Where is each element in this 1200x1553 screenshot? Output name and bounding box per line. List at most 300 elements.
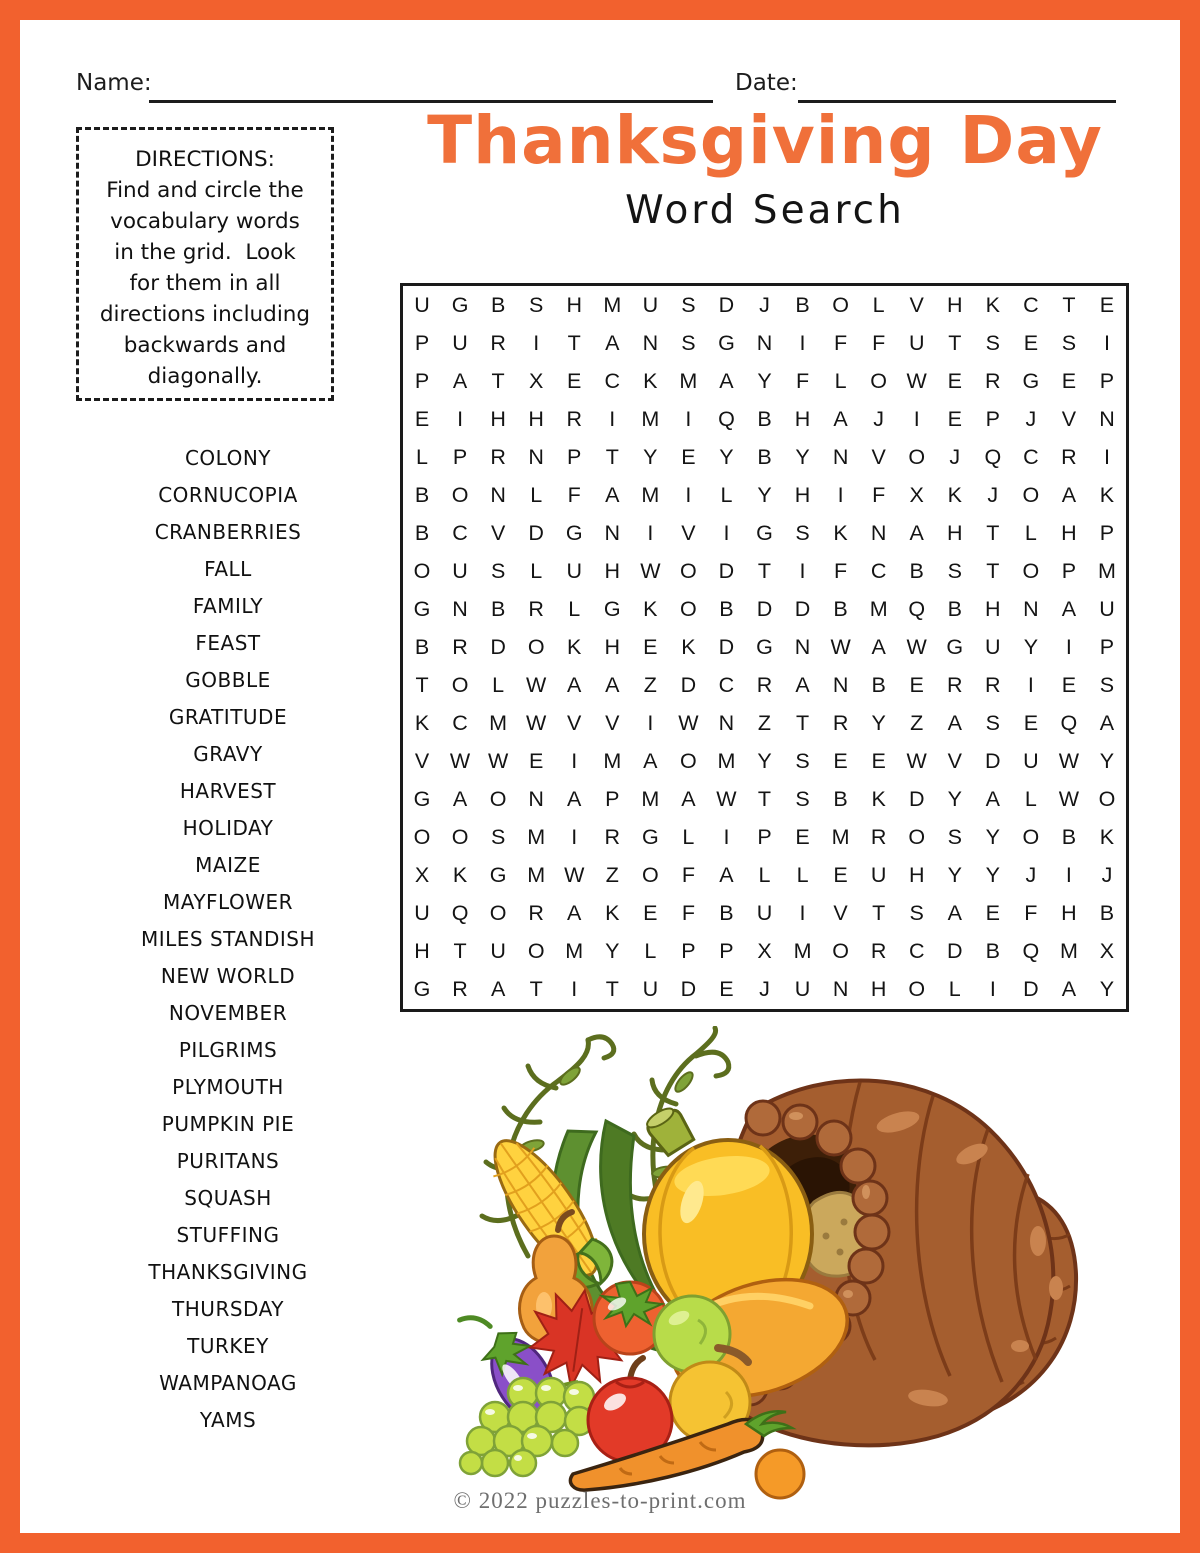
grid-cell: N: [1023, 596, 1039, 621]
grid-cell: G: [565, 520, 583, 545]
grid-cell: G: [718, 330, 735, 355]
grid-cell: T: [605, 977, 619, 1002]
grid-cell: U: [1023, 749, 1039, 774]
grid-cell: B: [719, 901, 734, 926]
grid-cell: S: [795, 749, 810, 774]
grid-cell: K: [567, 634, 582, 659]
grid-cell: C: [604, 368, 621, 393]
grid-cell: E: [643, 901, 658, 926]
grid-cell: D: [528, 520, 544, 545]
grid-cell: F: [1024, 901, 1038, 926]
grid-cell: I: [685, 482, 692, 507]
word-list-item: THANKSGIVING: [148, 1260, 308, 1284]
grid-cell: O: [908, 825, 926, 850]
grid-cell: B: [833, 787, 848, 812]
grid-cell: Y: [757, 749, 772, 774]
grid-cell: O: [641, 863, 659, 888]
grid-cell: U: [414, 901, 430, 926]
grid-cell: I: [533, 330, 540, 355]
grid-cell: H: [528, 406, 544, 431]
grid-cell: A: [567, 787, 582, 812]
grid-cell: O: [527, 939, 545, 964]
grid-cell: L: [530, 558, 543, 583]
grid-cell: Y: [643, 444, 658, 469]
grid-cell: I: [1065, 863, 1072, 888]
grid-cell: D: [490, 634, 506, 659]
word-list-item: THURSDAY: [172, 1297, 284, 1321]
grid-cell: M: [641, 482, 660, 507]
directions-line: for them in all: [129, 271, 281, 296]
grid-cell: O: [680, 596, 697, 621]
grid-cell: G: [603, 596, 621, 621]
grid-cell: E: [529, 749, 544, 774]
grid-cell: M: [603, 749, 622, 774]
grid-cell: O: [451, 673, 469, 698]
grid-cell: S: [529, 292, 544, 317]
grid-cell: H: [870, 977, 887, 1002]
grid-cell: Y: [719, 444, 734, 469]
grid-cell: I: [799, 330, 806, 355]
grid-cell: O: [832, 292, 849, 317]
grid-cell: T: [529, 977, 543, 1002]
grid-cell: I: [799, 558, 806, 583]
grid-cell: R: [490, 444, 506, 469]
grid-cell: F: [834, 330, 848, 355]
grid-cell: G: [946, 634, 964, 659]
grid-cell: E: [1099, 292, 1115, 317]
grid-cell: U: [794, 977, 811, 1002]
grid-cell: A: [605, 482, 620, 507]
grid-cell: K: [643, 368, 658, 393]
grid-cell: I: [647, 520, 654, 545]
grid-cell: U: [1099, 596, 1115, 621]
grid-cell: I: [1103, 330, 1110, 355]
grid-cell: O: [413, 825, 431, 850]
grid-cell: K: [643, 596, 658, 621]
grid-cell: Y: [1023, 634, 1039, 659]
grid-cell: U: [756, 901, 773, 926]
grid-cell: P: [1099, 368, 1115, 393]
grid-cell: B: [1099, 901, 1115, 926]
word-list-item: YAMS: [199, 1408, 257, 1432]
grid-cell: V: [1061, 406, 1077, 431]
grid-cell: Q: [718, 406, 735, 431]
grid-cell: K: [871, 787, 886, 812]
grid-cell: F: [872, 330, 886, 355]
directions-line: in the grid. Look: [114, 240, 296, 265]
grid-cell: O: [1022, 558, 1040, 583]
grid-cell: D: [1023, 977, 1039, 1002]
grid-cell: E: [871, 749, 886, 774]
grid-cell: B: [871, 673, 886, 698]
grid-cell: K: [947, 482, 962, 507]
grid-cell: M: [831, 825, 850, 850]
grid-cell: B: [757, 444, 772, 469]
grid-cell: E: [985, 901, 1000, 926]
grid-cell: L: [720, 482, 733, 507]
grid-cell: M: [603, 292, 622, 317]
cornucopia-svg: [428, 1026, 1112, 1500]
grid-cell: O: [680, 558, 697, 583]
grid-cell: W: [640, 558, 661, 583]
grid-cell: A: [681, 787, 696, 812]
grid-cell: D: [718, 558, 735, 583]
grid-cell: V: [567, 711, 582, 736]
grid-cell: U: [452, 330, 468, 355]
grid-cell: E: [719, 977, 734, 1002]
grid-cell: G: [756, 520, 773, 545]
grid-cell: N: [604, 520, 621, 545]
grid-cell: W: [716, 787, 737, 812]
grid-cell: D: [985, 749, 1001, 774]
grid-cell: J: [759, 977, 770, 1002]
grid-cell: W: [906, 634, 927, 659]
grid-cell: E: [947, 406, 962, 431]
puzzle-grid: [400, 283, 1129, 1012]
word-list-item: GRAVY: [193, 742, 263, 766]
grid-cell: G: [413, 787, 431, 812]
directions-line: directions including: [99, 302, 311, 327]
grid-cell: A: [909, 520, 924, 545]
grid-cell: H: [1061, 901, 1077, 926]
grid-cell: U: [870, 863, 887, 888]
grid-cell: O: [451, 482, 469, 507]
grid-cell: H: [908, 863, 925, 888]
grid-cell: L: [834, 368, 847, 393]
word-list-item: PLYMOUTH: [172, 1075, 284, 1099]
grid-cell: R: [490, 330, 506, 355]
grid-cell: E: [1023, 330, 1039, 355]
grid-cell: U: [452, 558, 468, 583]
grid-cell: P: [414, 330, 430, 355]
grid-cell: N: [832, 673, 849, 698]
grid-cell: A: [643, 749, 658, 774]
grid-cell: Z: [757, 711, 772, 736]
grid-cell: N: [756, 330, 773, 355]
grid-cell: O: [527, 634, 545, 659]
grid-cell: U: [908, 330, 925, 355]
grid-cell: D: [680, 977, 697, 1002]
grid-cell: A: [947, 711, 962, 736]
directions-line: backwards and: [123, 333, 287, 358]
grid-cell: F: [872, 482, 886, 507]
grid-cell: Z: [643, 673, 657, 698]
grid-cell: X: [1099, 939, 1115, 964]
grid-cell: I: [647, 711, 654, 736]
grid-cell: E: [567, 368, 582, 393]
grid-cell: K: [452, 863, 468, 888]
grid-cell: B: [719, 596, 734, 621]
grid-cell: P: [567, 444, 582, 469]
grid-cell: J: [1101, 863, 1113, 888]
grid-cell: S: [909, 901, 924, 926]
grid-cell: C: [870, 558, 887, 583]
grid-cell: I: [913, 406, 920, 431]
grid-cell: J: [873, 406, 885, 431]
grid-cell: E: [909, 673, 924, 698]
grid-cell: S: [490, 825, 506, 850]
grid-cell: H: [946, 520, 963, 545]
grid-cell: N: [832, 444, 849, 469]
grid-cell: T: [415, 673, 429, 698]
word-list-item: HARVEST: [179, 779, 277, 803]
grid-cell: A: [452, 787, 468, 812]
grid-cell: D: [718, 634, 735, 659]
grid-cell: T: [757, 558, 772, 583]
grid-cell: E: [1061, 368, 1077, 393]
grid-cell: R: [870, 825, 887, 850]
word-list-item: FALL: [204, 557, 252, 581]
grid-cell: D: [908, 787, 925, 812]
grid-cell: O: [908, 977, 926, 1002]
grid-cell: I: [571, 825, 578, 850]
grid-cell: F: [681, 901, 695, 926]
word-list-item: CORNUCOPIA: [158, 483, 298, 507]
directions-line: vocabulary words: [110, 209, 300, 234]
grid-cell: I: [457, 406, 464, 431]
grid-cell: J: [759, 292, 770, 317]
grid-cell: A: [567, 673, 582, 698]
grid-cell: E: [414, 406, 430, 431]
grid-cell: P: [414, 368, 430, 393]
grid-cell: M: [641, 787, 660, 812]
grid-cell: E: [947, 368, 962, 393]
grid-cell: M: [1098, 558, 1116, 583]
grid-cell: M: [489, 711, 508, 736]
grid-cell: Q: [908, 596, 926, 621]
grid-cell: M: [717, 749, 736, 774]
grid-cell: I: [837, 482, 844, 507]
grid-cell: T: [872, 901, 886, 926]
grid-cell: R: [604, 825, 621, 850]
grid-cell: N: [794, 634, 811, 659]
word-list-item: WAMPANOAG: [159, 1371, 297, 1395]
grid-cell: T: [1062, 292, 1076, 317]
grid-cell: Y: [985, 863, 1000, 888]
word-list-item: PUMPKIN PIE: [161, 1112, 295, 1136]
grid-cell: S: [947, 825, 962, 850]
grid-cell: S: [795, 787, 810, 812]
grid-cell: M: [869, 596, 888, 621]
grid-cell: C: [1023, 444, 1039, 469]
grid-cell: E: [833, 749, 848, 774]
grid-cell: I: [799, 901, 806, 926]
grid-cell: L: [492, 673, 505, 698]
date-blank-line: [798, 72, 1116, 103]
grid-cell: A: [1061, 596, 1077, 621]
grid-cell: V: [909, 292, 924, 317]
grid-cell: A: [490, 977, 506, 1002]
word-list-item: NOVEMBER: [168, 1001, 288, 1025]
grid-cell: I: [1065, 634, 1072, 659]
grid-cell: A: [871, 634, 886, 659]
grid-cell: B: [490, 596, 506, 621]
grid-cell: B: [414, 520, 430, 545]
grid-cell: A: [452, 368, 468, 393]
grid-cell: I: [609, 406, 616, 431]
grid-cell: T: [491, 368, 505, 393]
grid-cell: T: [948, 330, 962, 355]
grid-cell: L: [948, 977, 961, 1002]
grid-cell: U: [414, 292, 430, 317]
grid-cell: N: [718, 711, 735, 736]
grid-cell: F: [795, 368, 810, 393]
word-list-item: GOBBLE: [185, 668, 271, 692]
grid-cell: V: [414, 749, 430, 774]
grid-cell: U: [642, 977, 659, 1002]
grid-cell: R: [452, 634, 468, 659]
grid-cell: A: [1061, 977, 1077, 1002]
grid-cell: J: [949, 444, 961, 469]
grid-cell: H: [946, 292, 963, 317]
grid-cell: B: [414, 634, 430, 659]
grid-cell: K: [1099, 482, 1115, 507]
grid-cell: D: [718, 292, 735, 317]
grid-cell: I: [989, 977, 996, 1002]
grid-cell: A: [1061, 482, 1077, 507]
grid-cell: N: [528, 787, 544, 812]
grid-cell: E: [1023, 711, 1039, 736]
grid-cell: V: [490, 520, 506, 545]
grid-cell: I: [723, 520, 730, 545]
grid-cell: K: [681, 634, 696, 659]
grid-cell: G: [1022, 368, 1040, 393]
date-label: Date:: [735, 70, 798, 96]
grid-cell: B: [795, 292, 810, 317]
grid-cell: A: [719, 863, 734, 888]
grid-cell: B: [947, 596, 962, 621]
grid-cell: I: [1103, 444, 1110, 469]
grid-cell: M: [565, 939, 584, 964]
grid-cell: E: [833, 863, 848, 888]
grid-cell: Y: [1099, 977, 1115, 1002]
grid-cell: S: [1061, 330, 1077, 355]
grid-cell: R: [1061, 444, 1077, 469]
grid-cell: M: [527, 863, 546, 888]
directions-line: diagonally.: [147, 364, 263, 389]
grid-cell: G: [489, 863, 507, 888]
word-list-item: SQUASH: [184, 1186, 272, 1210]
grid-cell: W: [906, 749, 927, 774]
grid-cell: V: [605, 711, 620, 736]
grid-cell: B: [757, 406, 772, 431]
grid-cell: Y: [985, 825, 1000, 850]
grid-cell: R: [528, 901, 544, 926]
directions-body: [79, 175, 331, 392]
grid-cell: M: [641, 406, 660, 431]
grid-cell: T: [986, 558, 1000, 583]
grid-cell: C: [452, 711, 468, 736]
grid-cell: V: [833, 901, 848, 926]
grid-cell: K: [414, 711, 430, 736]
grid-cell: N: [452, 596, 468, 621]
grid-cell: R: [756, 673, 773, 698]
grid-cell: O: [908, 444, 926, 469]
grid-cell: Y: [947, 863, 962, 888]
directions-heading: DIRECTIONS:: [135, 147, 275, 172]
grid-cell: H: [1061, 520, 1077, 545]
grid-cell: S: [1099, 673, 1115, 698]
grid-cell: T: [795, 711, 810, 736]
grid-cell: N: [870, 520, 887, 545]
grid-cell: P: [605, 787, 620, 812]
grid-cell: W: [906, 368, 927, 393]
grid-cell: Q: [451, 901, 469, 926]
grid-cell: L: [568, 596, 581, 621]
grid-cell: L: [682, 825, 695, 850]
grid-cell: H: [414, 939, 430, 964]
grid-cell: M: [679, 368, 698, 393]
grid-cell: S: [681, 330, 696, 355]
grid-cell: Q: [1022, 939, 1040, 964]
grid-cell: N: [490, 482, 506, 507]
grid-cell: H: [604, 634, 621, 659]
grid-cell: S: [795, 520, 810, 545]
grid-cell: W: [487, 749, 509, 774]
grid-cell: E: [795, 825, 810, 850]
grid-cell: D: [680, 673, 697, 698]
grid-cell: S: [681, 292, 696, 317]
grid-cell: W: [449, 749, 471, 774]
grid-cell: Q: [984, 444, 1002, 469]
word-list-item: MAYFLOWER: [162, 890, 294, 914]
grid-cell: H: [985, 596, 1001, 621]
grid-cell: A: [795, 673, 810, 698]
grid-cell: N: [528, 444, 544, 469]
name-label: Name:: [76, 70, 152, 96]
grid-cell: Z: [910, 711, 924, 736]
grid-cell: E: [681, 444, 696, 469]
grid-cell: A: [947, 901, 962, 926]
grid-cell: G: [451, 292, 469, 317]
grid-cell: K: [605, 901, 620, 926]
grid-cell: O: [489, 787, 507, 812]
grid-cell: O: [489, 901, 507, 926]
grid-cell: W: [1058, 749, 1080, 774]
grid-cell: Y: [757, 482, 772, 507]
grid-cell: P: [719, 939, 734, 964]
grid-cell: H: [604, 558, 621, 583]
word-list-item: FEAST: [195, 631, 261, 655]
grid-cell: S: [985, 330, 1000, 355]
grid-cell: W: [830, 634, 851, 659]
grid-cell: B: [833, 596, 848, 621]
grid-cell: C: [452, 520, 468, 545]
grid-cell: N: [642, 330, 659, 355]
footer-credit: © 2022 puzzles-to-print.com: [453, 1488, 747, 1513]
grid-cell: X: [414, 863, 430, 888]
name-blank-line: [149, 72, 713, 103]
grid-cell: A: [719, 368, 734, 393]
grid-cell: J: [987, 482, 999, 507]
grid-cell: P: [985, 406, 1000, 431]
grid-cell: A: [985, 787, 1000, 812]
word-list-item: PURITANS: [176, 1149, 280, 1173]
word-list-item: MAIZE: [195, 853, 261, 877]
title-block: [395, 102, 1135, 233]
word-list-item: COLONY: [184, 446, 272, 470]
grid-cell: U: [490, 939, 506, 964]
grid-cell: P: [452, 444, 468, 469]
grid-cell: W: [526, 673, 547, 698]
grid-cell: G: [756, 634, 773, 659]
grid-cell: L: [416, 444, 428, 469]
grid-cell: J: [1025, 406, 1037, 431]
grid-cell: W: [1058, 787, 1080, 812]
grid-cell: T: [986, 520, 1000, 545]
grid-cell: N: [1099, 406, 1115, 431]
grid-cell: Y: [947, 787, 962, 812]
